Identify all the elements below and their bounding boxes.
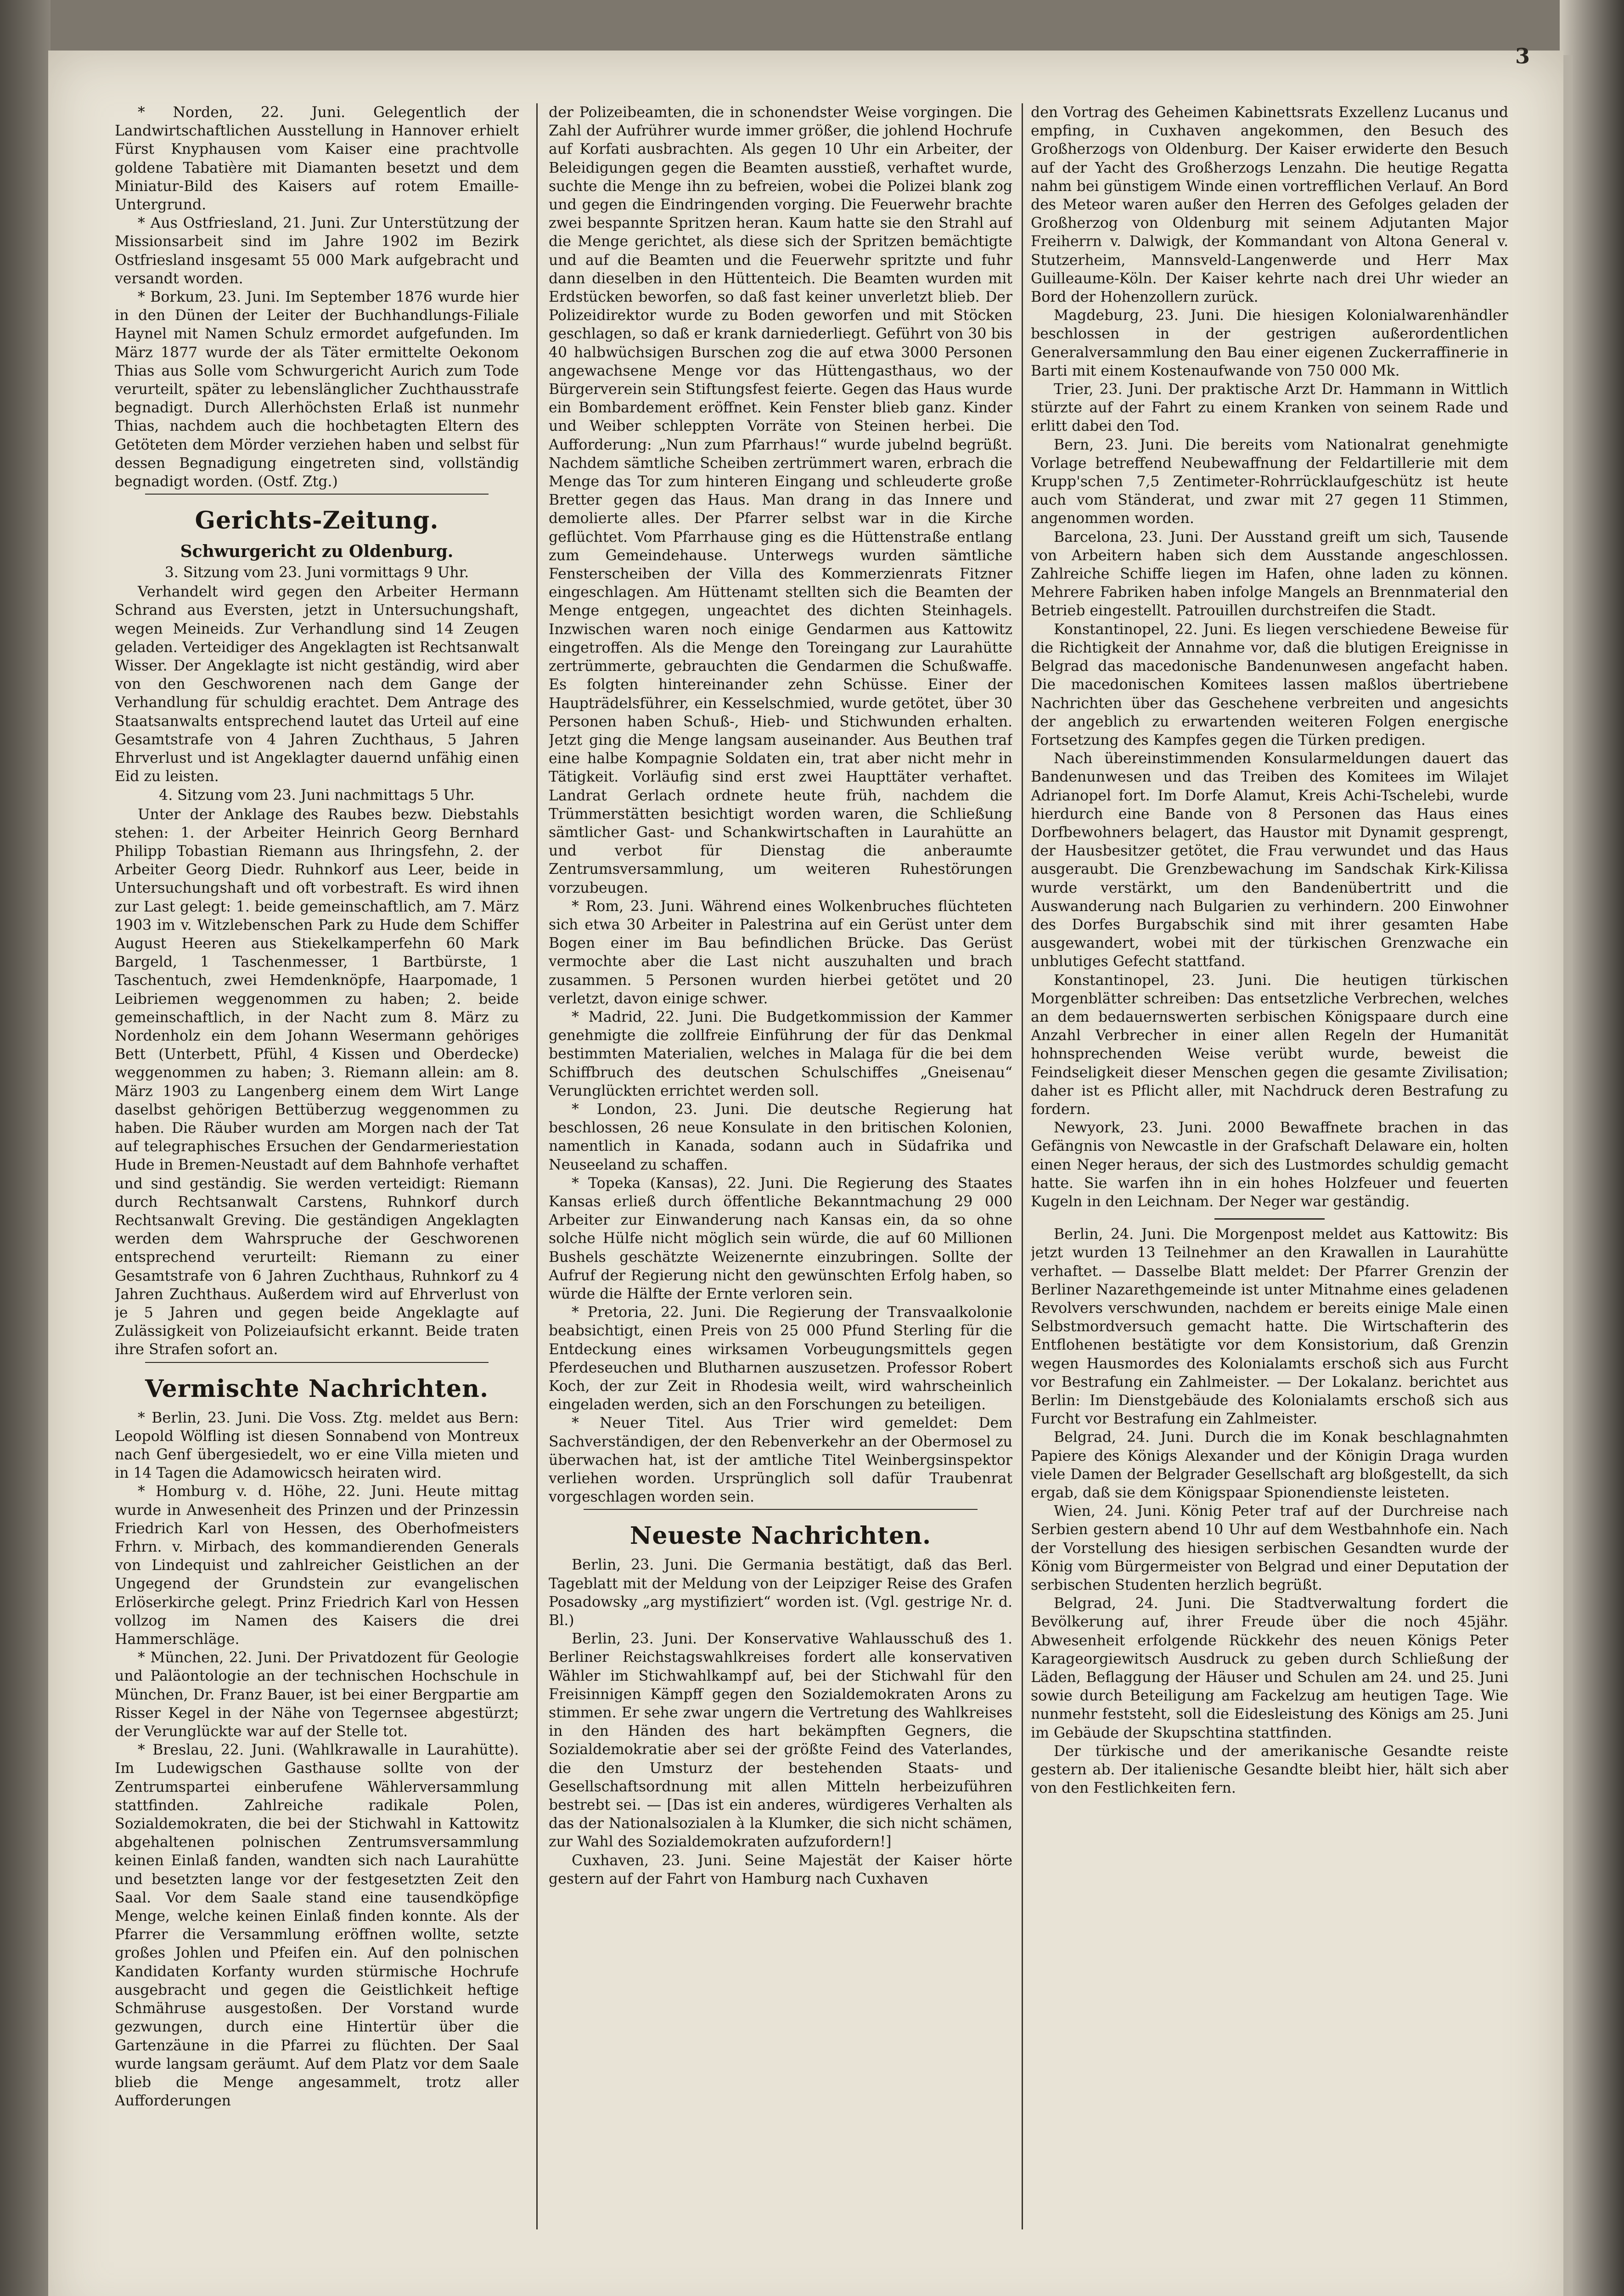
subheading-court: Schwurgericht zu Oldenburg.: [180, 542, 454, 562]
article-homburg: * Homburg v. d. Höhe, 22. Juni. Heute mittag wurde in Anwesenheit des Prinzen und der Prinzessin Friedrich Karl von Hessen, des Oberhofmeisters Frhrn. v. Mirbach, des kommandierenden Generals von Lindequist und zahlreicher Geistlichen an der Ungegend der Grundstein zur evangelischen Erlöserkirche gelegt. Prinz Friedrich Karl von Hessen vollzog im Namen des Kaisers die drei Hammerschläge.: [115, 1483, 519, 1648]
article-barcelona: Barcelona, 23. Juni. Der Ausstand greift um sich, Tausende von Arbeitern haben sich dem Ausstande angeschlossen. Zahlreiche Schiffe liegen im Hafen, ohne laden zu können. Mehrere Fabriken haben infolge Mangels an Brennmaterial den Betrieb eingestellt. Patrouillen durchstreifen die Stadt.: [1031, 529, 1508, 619]
article-berlin-morgenpost: Berlin, 24. Juni. Die Morgenpost meldet aus Kattowitz: Bis jetzt wurden 13 Teilnehmer an den Krawallen in Laurahütte verhaftet. — Dasselbe Blatt meldet: Der Pfarrer Grenzin der Berliner Nazarethgemeinde ist unter Mitnahme eines geladenen Revolvers verschwunden, nachdem er bereits einige Male einen Selbstmordversuch gemacht hatte. Die Wirtschafterin des Entflohenen bestätigte vor dem Konsistorium, daß Grenzin wegen Hausmordes des Kolonialamts erschoß sich aus Furcht vor Bestrafung ein Zahlmeister. — Der Lokalanz. berichtet aus Berlin: Im Dienstgebäude des Kolonialamts erschoß sich aus Furcht vor Bestrafung ein Zahlmeister.: [1031, 1226, 1508, 1428]
article-gesandte: Der türkische und der amerikanische Gesandte reiste gestern ab. Der italienische Gesandte bleibt hier, hält sich aber von den Festlichkeiten fern.: [1031, 1743, 1508, 1797]
article-cuxhaven-cont: den Vortrag des Geheimen Kabinettsrats Exzellenz Lucanus und empfing, in Cuxhaven angekommen, den Besuch des Großherzogs von Oldenburg. Der Kaiser erwiderte den Besuch auf der Yacht des Großherzogs Lenzahn. Die heutige Regatta nahm bei günstigem Winde einen vortrefflichen Verlauf. An Bord des Meteor waren außer den Herren des Gefolges geladen der Großherzog von Oldenburg mit seinem Adjutanten Major Freiherrn v. Dalwigk, der Kommandant von Altona General v. Stutzerheim, Mannsveld-Langenwerde und Herr Max Guilleaume-Köln. Der Kaiser kehrte nach drei Uhr wieder an Bord der Hohenzollern zurück.: [1031, 104, 1508, 306]
article-konstantinopel-2: Nach übereinstimmenden Konsularmeldungen dauert das Bandenunwesen und das Treiben des Komitees im Wilajet Adrianopel fort. Im Dorfe Alamut, Kreis Achi-Tschelebi, wurde hierdurch eine Bande von 8 Personen das Haus eines Dorfbewohners belagert, das Haustor mit Dynamit gesprengt, der Hausbesitzer getötet, die Frau verwundet und das Haus ausgeraubt. Die Grenzbewachung im Sandschak Kirk-Kilissa wurde verstärkt, um den Bandenübertritt und die Auswanderung nach Bulgarien zu verhindern. 200 Einwohner des Dorfes Burgabschik sind mit ihrer gesamten Habe ausgewandert, wobei mit der türkischen Grenzwache ein unblutiges Gefecht stattfand.: [1031, 750, 1508, 970]
article-norden: * Norden, 22. Juni. Gelegentlich der Landwirtschaftlichen Ausstellung in Hannover erhielt Fürst Knyphausen vom Kaiser eine prachtvolle goldene Tabatière mit Diamanten besetzt und dem Miniatur-Bild des Kaisers auf rotem Emaille-Untergrund.: [115, 104, 519, 214]
column-1: [115, 103, 519, 2229]
article-ostfriesland: * Aus Ostfriesland, 21. Juni. Zur Unterstützung der Missionsarbeit sind im Jahre 1902 im Bezirk Ostfriesland insgesamt 55 000 Mark aufgebracht und versandt worden.: [115, 215, 519, 287]
section-rule: [145, 494, 489, 495]
article-belgrad-2: Belgrad, 24. Juni. Die Stadtverwaltung fordert die Bevölkerung auf, ihrer Freude über die noch 45jähr. Abwesenheit erfolgende Rückkehr des neuen Königs Peter Karageorgiewitsch Ausdruck zu geben durch Schließung der Läden, Beflaggung der Häuser und Schulen am 24. und 25. Juni sowie durch Beteiligung am Fackelzug am heutigen Tage. Wie nunmehr feststeht, soll die Eidesleistung des Königs am 25. Juni im Gebäude der Skupschtina stattfinden.: [1031, 1595, 1508, 1741]
page-edge: [1563, 55, 1573, 2296]
article-london: * London, 23. Juni. Die deutsche Regierung hat beschlossen, 26 neue Konsulate in den britischen Kolonien, namentlich in Kanada, sodann auch in Südafrika und Neuseeland zu schaffen.: [549, 1101, 1012, 1173]
session-heading: 4. Sitzung vom 23. Juni nachmittags 5 Uhr.: [159, 787, 475, 804]
article-berlin: * Berlin, 23. Juni. Die Voss. Ztg. meldet aus Bern: Leopold Wölfling ist diesen Sonnabend von Montreux nach Genf übergesiedelt, wo er eine Villa mieten und in 14 Tagen die Adamowicsch heiraten wird.: [115, 1409, 519, 1482]
article-berlin-germania: Berlin, 23. Juni. Die Germania bestätigt, daß das Berl. Tageblatt mit der Meldung von der Leipziger Reise des Grafen Posadowsky „arg mystifiziert“ worden ist. (Vgl. gestrige Nr. d. Bl.): [549, 1557, 1012, 1629]
column-2: [549, 103, 1012, 2229]
article-breslau: * Breslau, 22. Juni. (Wahlkrawalle in Laurahütte). Im Ludewigschen Gasthause sollte von der Zentrumspartei einberufene Wählerversammlung stattfinden. Zahlreiche radikale Polen, Sozialdemokraten, die bei der Stichwahl in Kattowitz abgehaltenen polnischen Zentrumsversammlung keinen Einlaß fanden, wandten sich nach Laurahütte und besetzten lange vor der festgesetzten Zeit den Saal. Vor dem Saale stand eine tausendköpfige Menge, welche keinen Einlaß finden konnte. Als der Pfarrer die Versammlung eröffnen wollte, setzte großes Johlen und Pfeifen ein. Auf den polnischen Kandidaten Korfanty wurden stürmische Hochrufe ausgebracht und gegen die Geistlichkeit heftige Schmähruse ausgestoßen. Der Vorstand wurde gezwungen, durch eine Hintertür über die Gartenzäune in die Pfarrei zu flüchten. Der Saal wurde langsam geräumt. Auf dem Platz vor dem Saale blieb die Menge angesammelt, trotz aller Aufforderungen: [115, 1742, 519, 2110]
article-madrid: * Madrid, 22. Juni. Die Budgetkommission der Kammer genehmigte die zollfreie Einführung der für das Denkmal bestimmten Materialien, welches in Malaga für die bei dem Schiffbruch des deutschen Schulschiffes „Gneisenau“ Verunglückten errichtet werden soll.: [549, 1008, 1012, 1099]
article-court-2: Unter der Anklage des Raubes bezw. Diebstahls stehen: 1. der Arbeiter Heinrich Georg Bernhard Philipp Tobastian Riemann aus Ihringsfehn, 2. der Arbeiter Georg Diedr. Ruhnkorf aus Leer, beide in Untersuchungshaft und oft vorbestraft. Es wird ihnen zur Last gelegt: 1. beide gemeinschaftlich, am 7. März 1903 im v. Witzlebenschen Park zu Hude dem Schiffer August Heeren aus Stiekelkamperfehn 60 Mark Bargeld, 1 Taschenmesser, 1 Bartbürste, 1 Taschentuch, zwei Hemdenknöpfe, Haarpomade, 1 Leibriemen weggenommen zu haben; 2. beide gemeinschaftlich, in der Nacht zum 8. März zu Nordenholz ein dem Johann Wesermann gehöriges Bett (Unterbett, Pfühl, 4 Kissen und Oberdecke) weggenommen zu haben; 3. Riemann allein: am 8. März 1903 zu Langenberg einem dem Wirt Lange daselbst gehörigen Bettüberzug weggenommen zu haben. Die Räuber wurden am Morgen nach der Tat auf telegraphisches Ersuchen der Gendarmeriestation Hude in Bremen-Neustadt auf dem Bahnhofe verhaftet und sind geständig. Sie werden verteidigt: Riemann durch Rechtsanwalt Carstens, Ruhnkorf durch Rechtsanwalt Greving. Die geständigen Angeklagten werden dem Wahrspruche der Geschworenen entsprechend verurteilt: Riemann zu einer Gesamtstrafe von 6 Jahren Zuchthaus, Ruhnkorf zu 4 Jahren Zuchthaus. Außerdem wird auf Ehrverlust von je 5 Jahren und gegen beide Angeklagte auf Zulässigkeit von Polizeiaufsicht erkannt. Beide traten ihre Strafen sofort an.: [115, 806, 519, 1358]
article-konstantinopel-1: Konstantinopel, 22. Juni. Es liegen verschiedene Beweise für die Richtigkeit der Annahme vor, daß die blutigen Ereignisse in Belgrad das macedonische Bandenunwesen angefacht haben. Die macedonischen Komitees lassen maßlos übertriebene Nachrichten über das Geschehene verbreiten und angesichts der angeblich zu erwartenden weiteren Folgen energische Fortsetzung des Kampfes gegen die Türken predigen.: [1031, 621, 1508, 748]
session-heading: 3. Sitzung vom 23. Juni vormittags 9 Uhr.: [164, 564, 469, 581]
article-newyork: Newyork, 23. Juni. 2000 Bewaffnete brachen in das Gefängnis von Newcastle in der Grafschaft Delaware ein, holten einen Neger heraus, der sich des Lustmordes schuldig gemacht hatte. Sie warfen ihn in ein hohes Holzfeuer und feuerten Kugeln in den Leichnam. Der Neger war geständig.: [1031, 1120, 1508, 1210]
column-rule: [536, 103, 538, 2229]
article-court-1: Verhandelt wird gegen den Arbeiter Hermann Schrand aus Eversten, jetzt in Untersuchungshaft, wegen Meineids. Zur Verhandlung sind 14 Zeugen geladen. Verteidiger des Angeklagten ist Rechtsanwalt Wisser. Der Angeklagte ist nicht geständig, wird aber von den Geschworenen nach dem Gange der Verhandlung für schuldig erachtet. Dem Antrage des Staatsanwalts entsprechend lautet das Urteil auf eine Gesamtstrafe von 4 Jahren Zuchthaus, 5 Jahren Ehrverlust und ist Angeklagter dauernd unfähig einen Eid zu leisten.: [115, 584, 519, 785]
article-berlin-wahl: Berlin, 23. Juni. Der Konservative Wahlausschuß des 1. Berliner Reichstagswahlkreises fordert alle konservativen Wähler im Stichwahlkampf auf, bei der Stichwahl für den Freisinnigen Kämpff gegen den Sozialdemokraten Arons zu stimmen. Er sehe zwar ungern die Vertretung des Wahlkreises in den Händen des hart bekämpften Gegners, die Sozialdemokratie aber sei der größte Feind des Vaterlandes, die den Umsturz der bestehenden Staats- und Gesellschaftsordnung mit allen Mitteln herbeizuführen bestrebt sei. — [Das ist ein anderes, würdigeres Verhalten als das der Nationalsozialen à la Klumker, die sich nicht schämen, zur Wahl des Sozialdemokraten aufzufordern!]: [549, 1631, 1012, 1851]
article-muenchen: * München, 22. Juni. Der Privatdozent für Geologie und Paläontologie an der technischen Hochschule in München, Dr. Franz Bauer, ist bei einer Bergpartie am Risser Kegel in der Nähe von Tegernsee abgestürzt; der Verunglückte war auf der Stelle tot.: [115, 1649, 519, 1740]
article-konstantinopel-3: Konstantinopel, 23. Juni. Die heutigen türkischen Morgenblätter schreiben: Das entsetzliche Verbrechen, welches an dem bedauernswerten serbischen Königspaare durch eine Anzahl Verbrecher in einer allen Regeln der Humanität hohnsprechenden Weise verübt wurde, beweist die Feindseligkeit dieser Menschen gegen die gesamte Zivilisation; daher ist es Pflicht aller, mit Nachdruck deren Bestrafung zu fordern.: [1031, 972, 1508, 1118]
article-rom: * Rom, 23. Juni. Während eines Wolkenbruches flüchteten sich etwa 30 Arbeiter in Palestrina auf ein Gerüst unter dem Bogen einer im Bau befindlichen Brücke. Das Gerüst vermochte aber die Last nicht auszuhalten und brach zusammen. 5 Personen wurden hierbei getötet und 20 verletzt, davon einige schwer.: [549, 898, 1012, 1007]
article-belgrad-1: Belgrad, 24. Juni. Durch die im Konak beschlagnahmten Papiere des Königs Alexander und der Königin Draga wurden viele Damen der Belgrader Gesellschaft arg bloßgestellt, da sich ergab, daß sie dem Königspaar Spionendienste leisteten.: [1031, 1429, 1508, 1502]
section-heading-news: Neueste Nachrichten.: [629, 1522, 932, 1550]
article-borkum: * Borkum, 23. Juni. Im September 1876 wurde hier in den Dünen der Leiter der Buchhandlungs-Filiale Haynel mit Namen Schulz ermordet aufgefunden. Im März 1877 wurde der als Täter ermittelte Oekonom Thias aus Solle vom Schwurgericht Aurich zum Tode verurteilt, später zu lebenslänglicher Zuchthausstrafe begnadigt. Durch Allerhöchsten Erlaß ist nunmehr Thias, nachdem auch die hochbetagten Eltern des Getöteten dem Mörder verziehen haben und selbst für dessen Begnadigung eingetreten sind, vollständig begnadigt worden. (Ostf. Ztg.): [115, 289, 519, 490]
article-neuer-titel: * Neuer Titel. Aus Trier wird gemeldet: Dem Sachverständigen, der den Rebenverkehr an der Obermosel zu überwachen hat, ist der amtliche Titel Weinbergsinspektor verliehen worden. Ursprünglich soll dafür Traubenrat vorgeschlagen worden sein.: [549, 1415, 1012, 1506]
article-wien: Wien, 24. Juni. König Peter traf auf der Durchreise nach Serbien gestern abend 10 Uhr auf dem Westbahnhofe ein. Nach der Vorstellung des hiesigen serbischen Gesandten wurde der König vom Bürgermeister von Belgrad und einer Deputation der serbischen Studenten herzlich begrüßt.: [1031, 1503, 1508, 1594]
article-topeka: * Topeka (Kansas), 22. Juni. Die Regierung des Staates Kansas erließ durch öffentliche Bekanntmachung 29 000 Arbeiter zur Einwanderung nach Kansas ein, da so ohne solche Hülfe nicht möglich sein würde, die auf 60 Millionen Bushels geschätzte Weizenernte einzubringen. Sollte der Aufruf der Regierung nicht den gewünschten Erfolg haben, so würde die Hälfte der Ernte verloren sein.: [549, 1175, 1012, 1302]
separator-rule: [1214, 1218, 1325, 1220]
section-rule: [584, 1509, 978, 1510]
article-bern: Bern, 23. Juni. Die bereits vom Nationalrat genehmigte Vorlage betreffend Neubewaffnung der Feldartillerie mit dem Krupp'schen 7,5 Zentimeter-Rohrrücklaufgeschütz ist heute auch vom Ständerat, und zwar mit 27 gegen 11 Stimmen, angenommen worden.: [1031, 436, 1508, 527]
column-rule: [1022, 103, 1023, 2229]
article-breslau-cont: der Polizeibeamten, die in schonendster Weise vorgingen. Die Zahl der Aufrührer wurde immer größer, die johlend Hochrufe auf Korfati ausbrachten. Als gegen 10 Uhr ein Arbeiter, der Beleidigungen gegen die Beamten ausstieß, verhaftet wurde, suchte die Menge ihn zu befreien, wobei die Polizei blank zog und gegen die Eindringenden vorging. Die Feuerwehr brachte zwei bespannte Spritzen heran. Kaum hatte sie den Strahl auf die Menge gerichtet, als diese sich der Spritzen bemächtigte und auf die Beamten und die Feuerwehr spritzte und fuhr dann dieselben in den Hüttenteich. Die Beamten wurden mit Erdstücken beworfen, so daß fast keiner unverletzt blieb. Der Polizeidirektor wurde zu Boden geworfen und mit Stöcken geschlagen, so daß er krank darniederliegt. Geführt von 30 bis 40 halbwüchsigen Burschen zog die auf etwa 3000 Personen angewachsene Menge vor das Hüttengasthaus, wo der Bürgerverein sein Stiftungsfest feierte. Gegen das Haus wurde ein Bombardement eröffnet. Kein Fenster blieb ganz. Kinder und Weiber schleppten Vorräte von Steinen herbei. Die Aufforderung: „Nun zum Pfarrhaus!“ wurde jubelnd begrüßt. Nachdem sämtliche Scheiben zertrümmert waren, erbrach die Menge das Tor zum hinteren Eingang und schleuderte große Bretter gegen das Haus. Man drang in das Innere und demolierte alles. Der Pfarrer selbst war in die Kirche geflüchtet. Vom Pfarrhause ging es die Hüttenstraße entlang zum Gemeindehause. Unterwegs wurden sämtliche Fensterscheiben der Villa des Kommerzienrats Fitzner eingeschlagen. Am Hüttenamt stellten sich die Beamten der Menge entgegen, ungeachtet des dichten Steinhagels. Inzwischen waren noch einige Gendarmen aus Kattowitz eingetroffen. Als die Menge den Toreingang zur Laurahütte zertrümmerte, gebrauchten die Gendarmen die Schußwaffe. Es folgten hintereinander zehn Schüsse. Einer der Haupträdelsführer, ein Kesselschmied, wurde getötet, über 30 Personen haben Schuß-, Hieb- und Stichwunden erhalten. Jetzt ging die Menge langsam auseinander. Aus Beuthen traf eine halbe Kompagnie Soldaten ein, trat aber nicht mehr in Tätigkeit. Vorläufig sind erst zwei Haupttäter verhaftet. Landrat Gerlach ordnete heute früh, nachdem die Trümmerstätten besichtigt worden waren, die Schließung sämtlicher Gast- und Schankwirtschaften in Laurahütte an und verbot für Dienstag die anberaumte Zentrumsversammlung, um weiteren Ruhestörungen vorzubeugen.: [549, 104, 1012, 896]
section-rule: [145, 1362, 489, 1363]
section-heading-court: Gerichts-Zeitung.: [195, 506, 439, 535]
page-number: 3: [1515, 44, 1530, 68]
article-pretoria: * Pretoria, 22. Juni. Die Regierung der Transvaalkolonie beabsichtigt, einen Preis von 25 000 Pfund Sterling für die Entdeckung eines wirksamen Vorbeugungsmittels gegen Pferdeseuchen und Blutharnen auszusetzen. Professor Robert Koch, der zur Zeit in Rhodesia weilt, wird wahrscheinlich eingeladen werden, sich an den Forschungen zu beteiligen.: [549, 1304, 1012, 1413]
article-trier: Trier, 23. Juni. Der praktische Arzt Dr. Hammann in Wittlich stürzte auf der Fahrt zu einem Kranken von seinem Rade und erlitt dabei den Tod.: [1031, 381, 1508, 435]
article-cuxhaven: Cuxhaven, 23. Juni. Seine Majestät der Kaiser hörte gestern auf der Fahrt von Hamburg nach Cuxhaven: [549, 1852, 1012, 1887]
article-magdeburg: Magdeburg, 23. Juni. Die hiesigen Kolonialwarenhändler beschlossen in der gestrigen außerordentlichen Generalversammlung den Bau einer eigenen Zuckerraffinerie in Barti mit einem Kostenaufwande von 750 000 Mk.: [1031, 307, 1508, 379]
scan-shadow-left: [0, 0, 51, 2296]
section-heading-misc: Vermischte Nachrichten.: [145, 1374, 489, 1403]
column-3: [1031, 103, 1508, 2229]
